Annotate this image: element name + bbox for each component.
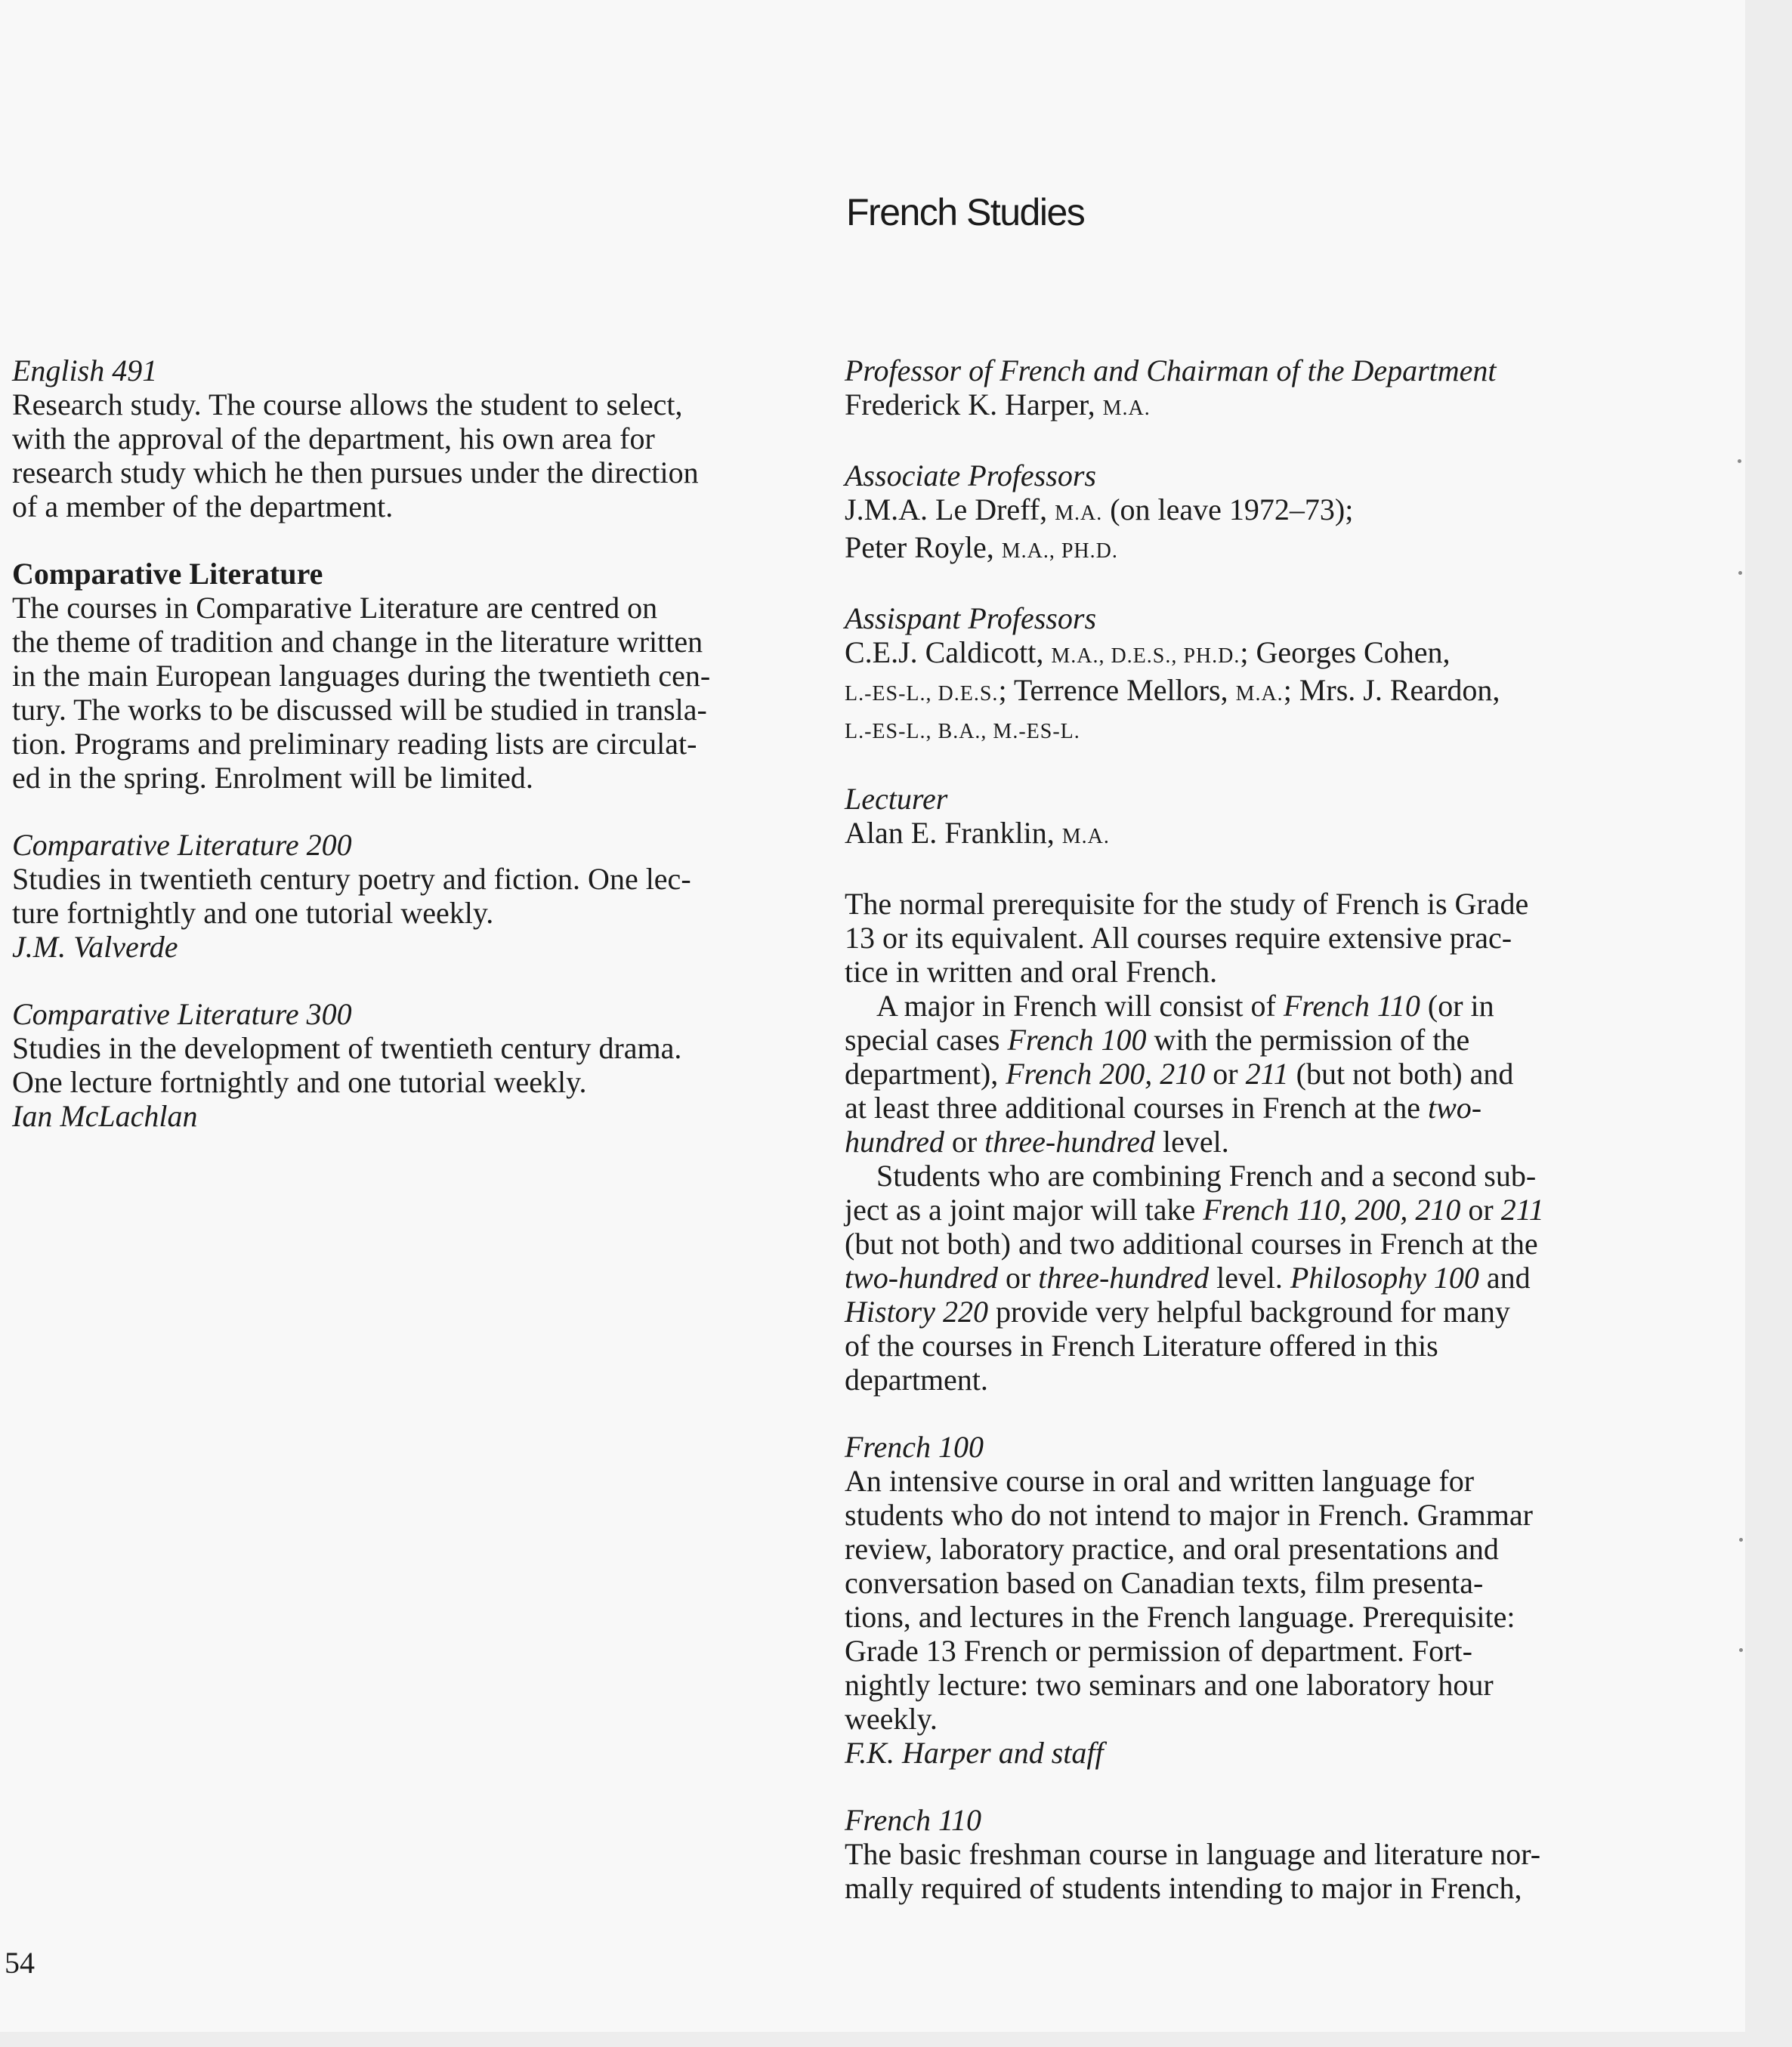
faculty-line [845, 492, 1664, 530]
degrees: M.A. [1055, 502, 1103, 525]
text-run: (or in [1420, 989, 1494, 1023]
text-line: with the approval of the department, his own area for [12, 421, 655, 455]
text-run: at least three additional courses in French at the [845, 1091, 1428, 1125]
faculty-name: Alan E. Franklin, [845, 816, 1062, 850]
scan-speck [1739, 1648, 1743, 1652]
right-column [845, 354, 1664, 1905]
text-run: or [1205, 1057, 1246, 1091]
instructor: F.K. Harper and staff [845, 1736, 1104, 1770]
text-line: tion. Programs and preliminary reading lists are circulat- [12, 727, 697, 761]
text-line: tury. The works to be discussed will be studied in transla- [12, 693, 707, 727]
text-line: conversation based on Canadian texts, film presenta- [845, 1566, 1484, 1600]
text-line: The courses in Comparative Literature are centred on [12, 591, 658, 625]
faculty-name: ; Mrs. J. Reardon, [1283, 673, 1500, 707]
text-line: Studies in the development of twentieth century drama. [12, 1031, 682, 1065]
course-title: English 491 [12, 354, 158, 387]
course-comparative-literature-200 [12, 828, 798, 964]
degrees: L.-ES-L., B.A., M.-ES-L. [845, 720, 1080, 743]
faculty-lecturer [845, 782, 1664, 854]
text-line: The normal prerequisite for the study of French is Grade [845, 887, 1529, 921]
faculty-line [845, 711, 1664, 749]
degrees: M.A., D.E.S., PH.D. [1051, 644, 1240, 668]
text-run: three-hundred [1038, 1261, 1210, 1295]
text-line [845, 1125, 1664, 1159]
text-run: hundred [845, 1125, 944, 1159]
course-ref: French 100 [1007, 1023, 1147, 1057]
text-line: 13 or its equivalent. All courses require extensive prac- [845, 921, 1512, 955]
text-line [845, 989, 1664, 1023]
section-heading: Comparative Literature [12, 557, 323, 591]
faculty-name: C.E.J. Caldicott, [845, 635, 1052, 669]
text-line: of a member of the department. [12, 489, 394, 523]
degrees: M.A. [1061, 825, 1110, 848]
text-run: Students who are combining French and a second sub- [876, 1159, 1537, 1193]
faculty-chair [845, 354, 1664, 425]
degrees: M.A. [1235, 682, 1284, 705]
faculty-role: Assispant Professors [845, 601, 1097, 635]
text-run: or [944, 1125, 985, 1159]
course-ref: History 220 [845, 1295, 988, 1329]
text-run: three-hundred [984, 1125, 1156, 1159]
text-line: ture fortnightly and one tutorial weekly. [12, 896, 494, 930]
scan-speck [1739, 1538, 1743, 1542]
text-line [845, 1261, 1664, 1295]
text-line: An intensive course in oral and written language for [845, 1464, 1475, 1498]
text-line: weekly. [845, 1702, 938, 1736]
text-line [845, 1057, 1664, 1091]
faculty-role: Associate Professors [845, 458, 1096, 492]
faculty-assistants [845, 601, 1664, 749]
text-line: nightly lecture: two seminars and one laboratory hour [845, 1668, 1494, 1702]
course-ref: French 200, 210 [1006, 1057, 1206, 1091]
instructor: Ian McLachlan [12, 1099, 198, 1133]
text-run: ject as a joint major will take [845, 1193, 1203, 1227]
text-run: (but not both) and [1288, 1057, 1514, 1091]
instructor: J.M. Valverde [12, 930, 178, 964]
text-line [845, 1159, 1664, 1193]
course-ref: 211 [1245, 1057, 1289, 1091]
course-ref: Philosophy 100 [1290, 1261, 1479, 1295]
text-line: Studies in twentieth century poetry and fiction. One lec- [12, 862, 691, 896]
faculty-name: ; Terrence Mellors, [998, 673, 1236, 707]
faculty-line [845, 387, 1664, 425]
text-line: research study which he then pursues under the direction [12, 455, 699, 489]
text-line: review, laboratory practice, and oral presentations and [845, 1532, 1499, 1566]
leave-note: (on leave 1972–73); [1102, 492, 1354, 526]
course-title: French 110 [845, 1803, 982, 1837]
text-run: level. [1209, 1261, 1290, 1295]
text-line: ed in the spring. Enrolment will be limited. [12, 761, 533, 795]
faculty-associates [845, 458, 1664, 568]
course-ref: French 110, 200, 210 [1203, 1193, 1461, 1227]
section-comparative-literature [12, 557, 798, 795]
text-line: tice in written and oral French. [845, 955, 1218, 989]
text-line: tions, and lectures in the French language. Prerequisite: [845, 1600, 1515, 1634]
text-run: with the permission of the [1146, 1023, 1470, 1057]
degrees: M.A. [1102, 397, 1151, 420]
text-line [845, 1227, 1664, 1261]
text-run: A major in French will consist of [876, 989, 1284, 1023]
left-column [12, 354, 798, 1133]
course-french-100 [845, 1430, 1664, 1770]
course-ref: 211 [1500, 1193, 1544, 1227]
text-line [845, 1193, 1664, 1227]
course-title: Comparative Literature 300 [12, 997, 352, 1031]
text-line: mally required of students intending to major in French, [845, 1871, 1522, 1905]
faculty-role: Lecturer [845, 782, 948, 816]
course-english-491 [12, 354, 798, 523]
text-line: One lecture fortnightly and one tutorial weekly. [12, 1065, 587, 1099]
scan-speck [1738, 459, 1741, 463]
text-line [845, 1091, 1664, 1125]
text-run: or [1460, 1193, 1501, 1227]
program-intro [845, 887, 1664, 1397]
page-title: French Studies [846, 191, 1085, 233]
text-line: of the courses in French Literature offered in this [845, 1329, 1438, 1363]
degrees: L.-ES-L., D.E.S. [845, 682, 999, 705]
text-run: provide very helpful background for many [988, 1295, 1510, 1329]
course-title: French 100 [845, 1430, 984, 1464]
faculty-name: J.M.A. Le Dreff, [845, 492, 1055, 526]
degrees: M.A., PH.D. [1001, 539, 1118, 563]
text-line: the theme of tradition and change in the literature written [12, 625, 703, 659]
text-line: students who do not intend to major in French. Grammar [845, 1498, 1533, 1532]
faculty-line [845, 673, 1664, 711]
faculty-name: Peter Royle, [845, 530, 1002, 564]
text-line: in the main European languages during the twentieth cen- [12, 659, 711, 693]
text-run: and [1478, 1261, 1531, 1295]
text-line: Research study. The course allows the student to select, [12, 387, 683, 421]
text-line: department. [845, 1363, 988, 1397]
faculty-role: Professor of French and Chairman of the Department [845, 354, 1497, 387]
text-line: Grade 13 French or permission of department. Fort- [845, 1634, 1472, 1668]
course-comparative-literature-300 [12, 997, 798, 1133]
scan-speck [1738, 571, 1742, 575]
text-run: special cases [845, 1023, 1008, 1057]
text-run: two-hundred [845, 1261, 998, 1295]
faculty-line [845, 530, 1664, 568]
text-run: or [997, 1261, 1039, 1295]
faculty-name: Frederick K. Harper, [845, 387, 1103, 421]
text-run: level. [1155, 1125, 1229, 1159]
text-line [845, 1295, 1664, 1329]
course-ref: French 110 [1283, 989, 1420, 1023]
text-line [845, 1023, 1664, 1057]
text-line: The basic freshman course in language and literature nor- [845, 1837, 1541, 1871]
faculty-line [845, 635, 1664, 673]
text-run: department), [845, 1057, 1006, 1091]
course-title: Comparative Literature 200 [12, 828, 352, 862]
text-run: (but not both) and two additional courses in French at the [845, 1227, 1538, 1261]
text-run: two- [1427, 1091, 1482, 1125]
faculty-name: ; Georges Cohen, [1240, 635, 1451, 669]
page-number: 54 [5, 1946, 35, 1980]
course-french-110 [845, 1803, 1664, 1905]
faculty-line [845, 816, 1664, 854]
